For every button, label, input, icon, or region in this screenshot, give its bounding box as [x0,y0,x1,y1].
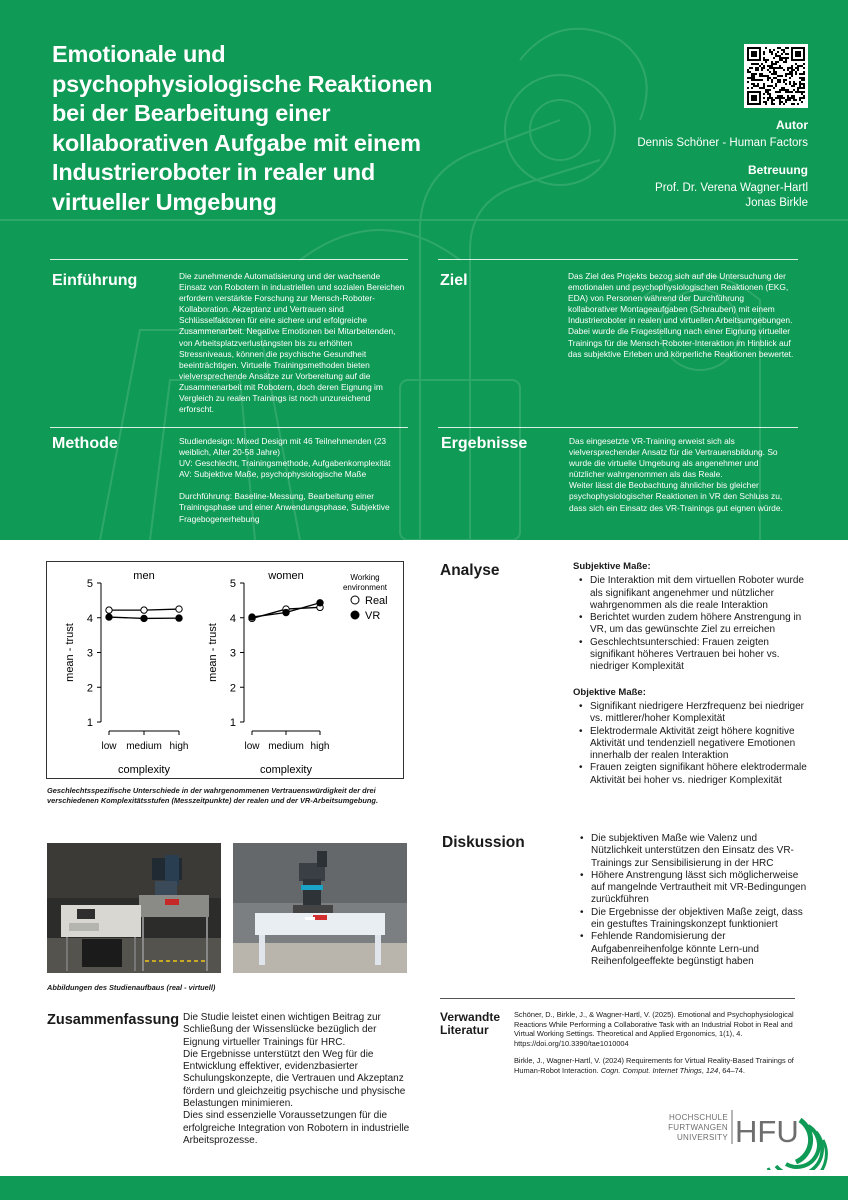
data-point [176,615,182,621]
y-tick-label: 3 [86,647,93,660]
section-heading-einfuehrung: Einführung [52,272,138,289]
panel-title: men [133,570,155,582]
x-tick-label: low [101,741,117,752]
divider [438,259,798,260]
logo-text-line: FURTWANGEN [668,1123,728,1132]
section-text-analyse [573,561,809,787]
subjective-list [573,575,809,673]
section-text-ergebnisse [569,436,795,514]
objective-list [573,701,809,787]
summary-paragraph: Die Studie leistet einen wichtigen Beitrag zur Schließung der Wissenslücke bezüglich der Eignung virtueller Trainings für HRC. [183,1012,381,1048]
section-text-methode [179,436,407,525]
section-heading-ziel: Ziel [440,272,468,289]
list-item: • Die Ergebnisse der objektiven Maße zeigt, dass ein gestuftes Trainingskonzept funktioniert [574,907,808,932]
data-point [106,607,112,613]
trust-chart [46,561,404,779]
x-tick-label: high [169,741,189,752]
x-tick-label: medium [268,741,304,752]
hfu-logo [668,1106,838,1170]
legend-label: Real [365,595,388,607]
logo-mark: HFU [735,1114,799,1149]
methode-line: AV: Subjektive Maße, psychophysiologische Maße [179,469,367,480]
y-axis-label: mean - trust [64,623,76,682]
supervisor-name: Jonas Birkle [745,197,808,209]
list-item: • Fehlende Randomisierung der Aufgabenreihenfolge könnte Lern-und Reihenfolgeeffekte begünstigt haben [574,931,808,968]
reference-item [514,1056,794,1075]
divider [438,427,798,428]
data-point [317,600,323,606]
references [514,1010,794,1084]
divider [50,427,408,428]
y-tick-label: 2 [229,682,236,695]
section-text-einfuehrung [179,271,405,415]
legend-label: VR [365,610,381,622]
list-item: • Die subjektiven Maße wie Valenz und Nützlichkeit unterstützen den Einsatz des VR-Trainings zur Sensibilisierung in der HRC [574,833,808,870]
chart-caption: Geschlechtsspezifische Unterschiede in der wahrgenommenen Vertrauenswürdigkeit der drei verschiedenen Komplexitätsstufen (Messzeitpunkte) der realen und der VR-Arbeitsumgebung. [47,786,379,805]
y-tick-label: 4 [229,612,236,625]
qr-code[interactable] [744,44,808,108]
poster-title: Emotionale und psychophysiologische Reaktionen bei der Bearbeitung einer kollaborativen Aufgabe mit einem Industrieroboter in realer und virtueller Umgebung [52,41,433,215]
logo-text-line: UNIVERSITY [676,1133,728,1142]
photo-caption: Abbildungen des Studienaufbaus (real - virtuell) [47,983,216,992]
supervision-label: Betreuung [748,163,808,177]
y-tick-label: 3 [229,647,236,660]
ergebnisse-paragraph: Das eingesetzte VR-Training erweist sich als vielversprechender Ansatz für die Vertrauensbildung. So wurde die virtuelle Umgebung als angenehmer und nützlicher wahrgenommen als das Reale. [569,436,778,480]
reference-item[interactable]: Schöner, D., Birkle, J., & Wagner-Hartl, V. (2025). Emotional and Psychophysiological Reactions While Performing a Collaborative Task with an Industrial Robot in Real and Virtual Working Settings. Theoretical and Applied Ergonomics, 1(1), 4. https://doi.org/10.3390/tae1010004 [514,1010,794,1048]
reference-volume: 124 [705,1065,719,1075]
data-point [141,615,147,621]
methode-line: Durchführung: Baseline-Messung, Bearbeitung einer Trainingsphase und einer Anwendungsphase, Subjektive Fragebogenerhebung [179,491,390,524]
section-heading-ergebnisse: Ergebnisse [441,435,528,452]
y-tick-label: 5 [86,578,93,590]
legend-title: environment [342,583,388,592]
data-point [283,609,289,615]
data-point [106,614,112,620]
y-tick-label: 4 [86,612,93,625]
divider [50,259,408,260]
ergebnisse-paragraph: Weiter lässt die Beobachtung ähnlicher bis gleicher psychophysiologischer Reaktionen in VR den Schluss zu, dass sich ein Einsatz des VR-Trainings gut eignen würde. [569,480,783,513]
legend-marker [351,611,359,619]
list-item: • Signifikant niedrigere Herzfrequenz bei niedriger vs. mittlerer/hoher Komplexität [573,701,809,726]
ziel-paragraph: Das Ziel des Projekts bezog sich auf die Untersuchung der emotionalen und psychophysiologischen Reaktionen (EKG, EDA) von Personen während der Durchführung kollaborativer Montageaufgaben (Schrauben) mit einem Industrieroboter in realen und virtuellen Arbeitsumgebungen. [568,271,793,326]
x-tick-label: low [244,741,260,752]
y-tick-label: 2 [86,682,93,695]
x-axis-label: complexity [118,764,170,776]
methode-line: Studiendesign: Mixed Design mit 46 Teilnehmenden (23 weiblich, Alter 20-58 Jahre) [179,436,387,458]
reference-journal: Cogn. Comput. Internet Things [600,1065,702,1075]
x-tick-label: medium [126,741,162,752]
list-item: • Berichtet wurden zudem höhere Anstrengung in VR, um das gewünschte Ziel zu erreichen [573,612,809,637]
x-axis-label: complexity [260,764,312,776]
y-axis-label: mean - trust [207,623,219,682]
footer-bar [0,1176,848,1200]
diskussion-list [574,833,808,968]
einfuehrung-paragraph: Die zunehmende Automatisierung und der wachsende Einsatz von Robotern in industriellen und sozialen Bereichen erfordern verstärkte Forschung zur Mensch-Roboter-Kollaboration. Akzeptanz und Vertrauen sind Schlüsselfaktoren für eine sichere und erfolgreiche Zusammenarbeit. Negative Emotionen bei Mitarbeitenden, von Arbeitsplatzverlustängsten bis zu erhöhten Stressniveaus, können die psychische Gesundheit beeinträchtigen. Virtuelle Trainingsmethoden bieten vielversprechende Ansätze zur Vorbereitung auf die Zusammenarbeit mit Robotern, doch deren Eignung im Vergleich zu realen Trainings ist noch unzureichend erforscht. [179,271,405,415]
section-text-ziel [568,271,794,360]
objective-measures-label: Objektive Maße: [573,686,646,698]
data-point [141,607,147,613]
summary-paragraph: Dies sind essenzielle Voraussetzungen für die erfolgreiche Integration von Robotern in industrielle Arbeitsprozesse. [183,1110,410,1146]
summary-paragraph: Die Ergebnisse unterstützt den Weg für die Entwicklung effektiver, evidenzbasierter Schulungskonzepte, die Vertrauen und Akzeptanz fördern und gleichzeitig psychische und physische Belastungen minimieren. [183,1048,406,1110]
section-heading-zusammenfassung: Zusammenfassung [47,1012,180,1028]
panel-title: women [268,570,304,582]
y-tick-label: 1 [86,717,93,729]
list-item: • Die Interaktion mit dem virtuellen Roboter wurde als signifikant angenehmer und nützlicher wahrgenommen als die reale Interaktion [573,575,809,612]
author-label: Autor [776,118,808,132]
ziel-paragraph: Dabei wurde die Fragestellung nach einer Eignung virtueller Trainings für die Mensch-Roboter-Interaktion im Hinblick auf das subjektive Erleben und körperliche Reaktionen bewertet. [568,326,794,359]
reference-text: , 64–74. [718,1065,745,1075]
supervisor-name: Prof. Dr. Verena Wagner-Hartl [655,182,808,194]
section-heading-analyse: Analyse [440,562,500,579]
list-item: • Höhere Anstrengung lässt sich möglicherweise auf mangelnde Vertrautheit mit VR-Bedingungen zurückführen [574,870,808,907]
y-tick-label: 5 [229,578,236,590]
section-heading-literatur [440,1011,510,1037]
methode-line: UV: Geschlecht, Trainingsmethode, Aufgabenkomplexität [179,458,391,469]
data-point [176,606,182,612]
divider [440,998,795,999]
legend-marker [351,596,359,604]
section-text-diskussion [574,833,808,968]
literatur-heading-line: Verwandte [440,1010,501,1024]
literatur-heading-line: Literatur [440,1023,489,1037]
x-tick-label: high [310,741,330,752]
author-name: Dennis Schöner - Human Factors [637,137,808,149]
list-item: • Elektrodermale Aktivität zeigt höhere kognitive Aktivität und tendenziell negativere Emotionen innerhalb der realen Interaktion [573,726,809,763]
y-tick-label: 1 [229,717,236,729]
real-setup-photo [47,843,221,973]
section-heading-methode: Methode [52,435,118,452]
subjective-measures-label: Subjektive Maße: [573,561,651,572]
list-item: • Frauen zeigten signifikant höhere elektrodermale Aktivität bei hoher vs. niedriger Komplexität [573,762,809,787]
logo-text-line: HOCHSCHULE [668,1113,728,1122]
author-block [548,118,808,211]
section-heading-diskussion: Diskussion [442,834,525,851]
reference-text: , [701,1065,706,1075]
section-text-zusammenfassung [183,1012,413,1147]
data-point [249,614,255,620]
list-item: • Geschlechtsunterschied: Frauen zeigten signifikant höheres Vertrauen bei hoher vs. niedriger Komplexität [573,637,809,674]
reference-text: Birkle, J., Wagner-Hartl, V. (2024) Requirements for Virtual Reality-Based Trainings of Human-Robot Interaction. [514,1056,794,1075]
legend-title: Working [350,573,380,582]
virtual-setup-photo [233,843,407,973]
